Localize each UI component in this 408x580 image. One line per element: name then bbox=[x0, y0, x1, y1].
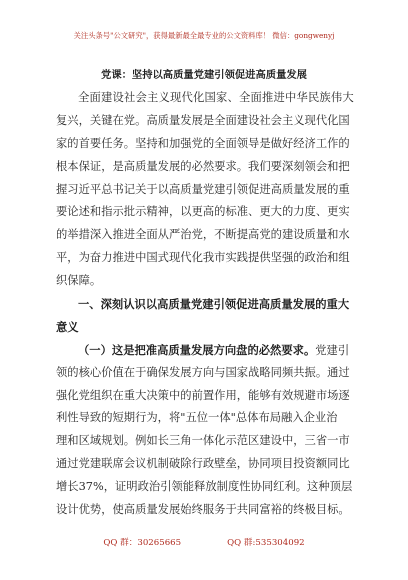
subsection-paragraph-line: 领的核心价值在于确保发展方向与国家战略同频共振。通过 bbox=[56, 365, 350, 379]
section-heading-line: 意义 bbox=[56, 319, 79, 334]
footer-qq-right: QQ 群:535304092 bbox=[227, 538, 305, 548]
intro-paragraph-line: 织保障。 bbox=[56, 274, 102, 288]
intro-paragraph-line: 要论述和指示批示精神，以更高的标准、更大的力度、更实 bbox=[56, 205, 350, 219]
intro-paragraph-line: 全面建设社会主义现代化国家、全面推进中华民族伟大 bbox=[78, 91, 354, 104]
subsection-paragraph-line: 理和区域规划。例如长三角一体化示范区建设中，三省一市 bbox=[56, 434, 350, 448]
subsection-first-tail: 党建引 bbox=[315, 343, 350, 357]
intro-paragraph-line: 握习近平总书记关于以高质量党建引领促进高质量发展的重 bbox=[56, 182, 350, 196]
section-heading-line: 一、深刻认识以高质量党建引领促进高质量发展的重大 bbox=[78, 297, 350, 312]
subsection-first-line bbox=[56, 339, 356, 362]
intro-paragraph-line: 平，为奋力推进中国式现代化我市实践提供坚强的政治和组 bbox=[56, 251, 350, 265]
footer-qq-left: QQ 群：30265665 bbox=[103, 538, 182, 548]
document-title: 党课：坚持以高质量党建引领促进高质量发展 bbox=[101, 69, 307, 81]
subsection-paragraph-line: 强化党组织在重大决策中的前置作用，能够有效规避市场逐 bbox=[56, 388, 350, 402]
intro-paragraph-line: 复兴，关键在党。高质量发展是全面建设社会主义现代化国 bbox=[56, 113, 350, 127]
intro-paragraph-line: 根本保证，是高质量发展的必然要求。我们要深刻领会和把 bbox=[56, 159, 350, 173]
subsection-paragraph-line: 增长37%，证明政治引领能释放制度性协同红利。这种顶层 bbox=[56, 480, 353, 494]
subsection-paragraph-line: 利性导致的短期行为，将"五位一体"总体布局融入企业治 bbox=[56, 411, 338, 425]
intro-paragraph-line: 家的首要任务。坚持和加强党的全面领导是做好经济工作的 bbox=[56, 136, 350, 150]
subsection-paragraph-line: 通过党建联席会议机制破除行政壁垒，协同项目投资额同比 bbox=[56, 457, 350, 471]
header-banner: 关注头条号"公文研究"，获得最新最全最专业的公文资料库！ 微信：gongwenyj bbox=[73, 31, 335, 40]
subsection-lead: （一）这是把准高质量发展方向盘的必然要求。 bbox=[78, 342, 316, 357]
subsection-paragraph-line: 设计优势，使高质量发展始终服务于共同富裕的终极目标。 bbox=[56, 503, 350, 517]
footer-contact bbox=[0, 536, 408, 548]
document-body bbox=[56, 87, 356, 522]
intro-paragraph-line: 的举措深入推进全面从严治党，不断提高党的建设质量和水 bbox=[56, 228, 350, 242]
